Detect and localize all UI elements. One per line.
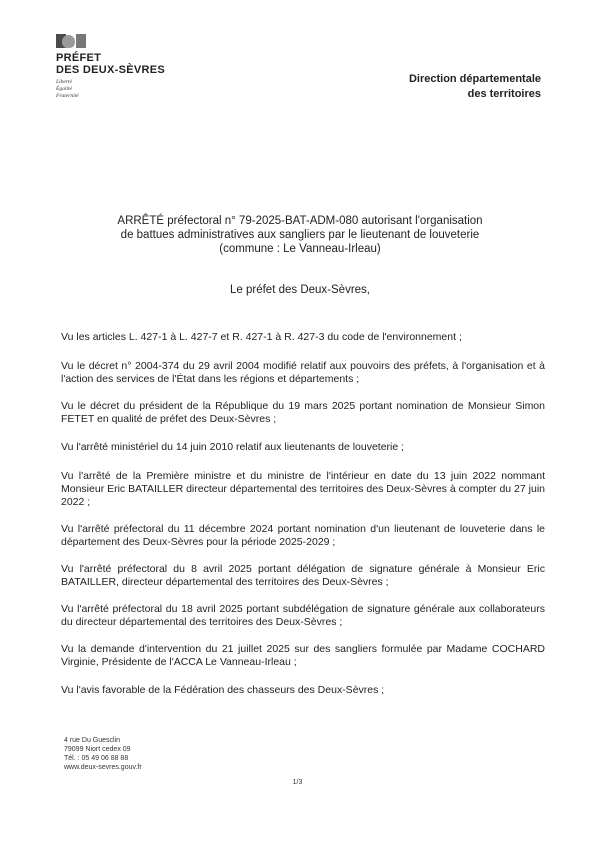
page-number: 1/3 [292,779,303,786]
prefet-logo [56,34,196,100]
visa-paragraph: Vu le décret du président de la République du 19 mars 2025 portant nomination de Monsieur Simon FETET en qualité de préfet des Deux-Sèvres ; [61,400,545,425]
direction-line1: Direction départementale [408,73,541,85]
title-line1: ARRÊTÉ préfectoral n° 79-2025-BAT-ADM-080 autorisant l'organisation [117,215,483,227]
visa-paragraph: Vu les articles L. 427-1 à L. 427-7 et R. 427-1 à R. 427-3 du code de l'environnement ; [61,331,462,343]
motto-egalite: Égalité [56,86,72,92]
visa-paragraph: Vu l'arrêté préfectoral du 18 avril 2025 portant subdélégation de signature générale aux collaborateurs du directeur départemental des territoires des Deux-Sèvres ; [61,603,545,628]
address-footer [64,736,142,772]
visa-paragraph: Vu l'avis favorable de la Fédération des chasseurs des Deux-Sèvres ; [61,684,385,696]
republic-motto [56,79,196,100]
visa-paragraph: Vu l'arrêté ministériel du 14 juin 2010 relatif aux lieutenants de louveterie ; [61,441,405,453]
marianne-logo-icon [56,34,88,48]
visa-paragraph: Vu l'arrêté de la Première ministre et du ministre de l'intérieur en date du 13 juin 2022 nommant Monsieur Eric BATAILLER directeur départemental des territoires des Deux-Sèvres à compter du 27 juin 2022 ; [61,470,545,508]
motto-liberte: Liberté [56,79,72,85]
visa-paragraph: Vu l'arrêté préfectoral du 8 avril 2025 portant délégation de signature générale à Monsieur Eric BATAILLER, directeur départemental des territoires des Deux-Sèvres ; [61,563,545,588]
document-title [60,214,540,256]
prefet-name-line2: DES DEUX-SÈVRES [56,64,166,76]
direction-line2: des territoires [467,88,541,100]
visa-paragraph: Vu le décret n° 2004-374 du 29 avril 2004 modifié relatif aux pouvoirs des préfets, à l'organisation et à l'action des services de l'État dans les régions et départements ; [61,360,545,385]
address-street: 4 rue Du Guesclin [64,737,121,744]
visa-paragraph: Vu l'arrêté préfectoral du 11 décembre 2024 portant nomination d'un lieutenant de louveterie dans le département des Deux-Sèvres pour la période 2025-2029 ; [61,523,545,548]
address-website: www.deux-sevres.gouv.fr [64,764,142,771]
visa-paragraph: Vu la demande d'intervention du 21 juillet 2025 sur des sangliers formulée par Madame COCHARD Virginie, Présidente de l'ACCA Le Vanneau-Irleau ; [61,643,545,668]
issuing-direction [409,72,541,102]
prefet-name-line1: PRÉFET [56,52,102,64]
motto-fraternite: Fraternité [56,93,79,99]
address-city: 79099 Niort cedex 09 [64,746,131,753]
title-line2: de battues administratives aux sangliers par le lieutenant de louveterie [120,229,480,241]
title-line3: (commune : Le Vanneau-Irleau) [219,243,381,255]
intro-statement: Le préfet des Deux-Sèvres, [230,284,370,296]
address-phone: Tél. : 05 49 06 88 88 [64,755,129,762]
